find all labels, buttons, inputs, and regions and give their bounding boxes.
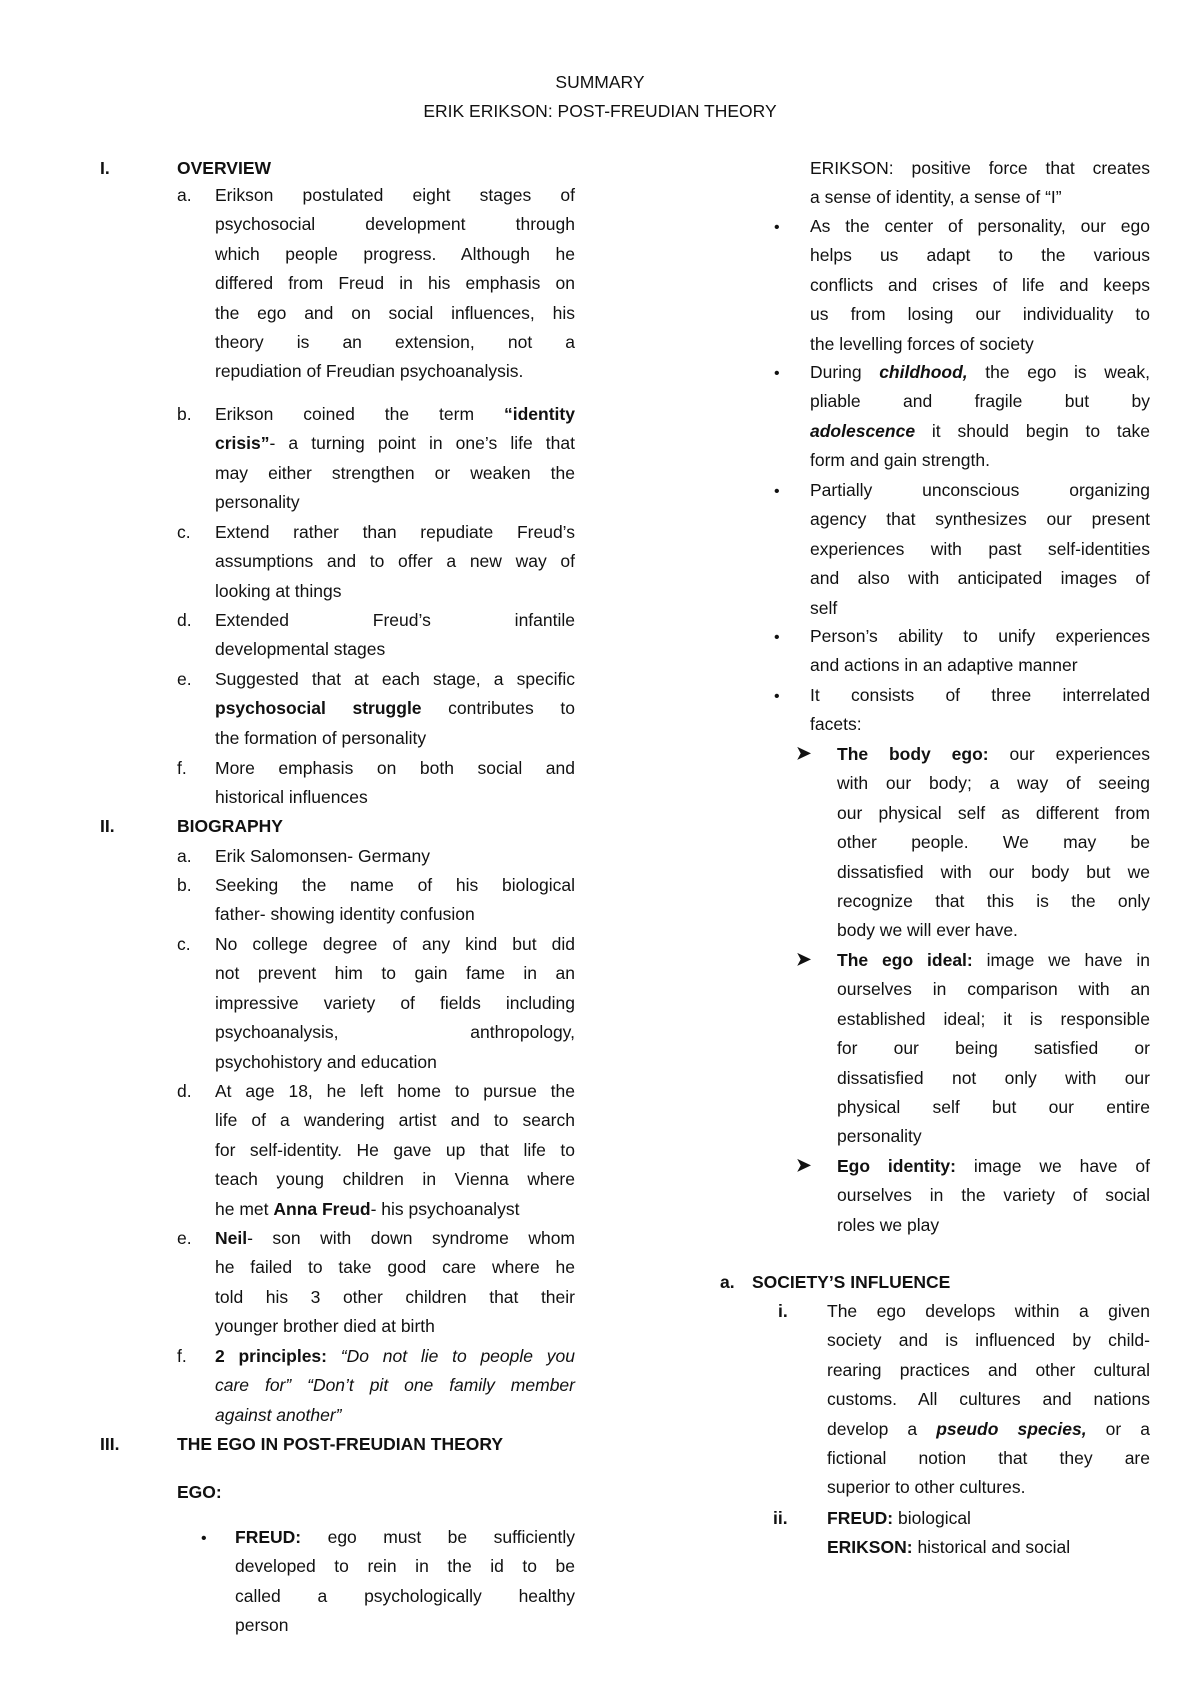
page-subtitle: ERIK ERIKSON: POST-FREUDIAN THEORY bbox=[423, 101, 777, 121]
list-marker: b. bbox=[177, 404, 192, 424]
list-item: Erikson postulated eight stages of psychosocial development through which people progress. Although he differed from Freud in his emphasis on the ego and on social influences, his theory is an extension, not a repudiation of Freudian psychoanalysis. bbox=[215, 185, 575, 382]
bullet-icon: • bbox=[774, 688, 780, 705]
list-marker: c. bbox=[177, 522, 191, 542]
arrow-bullet-icon: ➤ bbox=[796, 1155, 812, 1175]
list-item: As the center of personality, our ego helps us adapt to the various conflicts and crises of life and keeps us from losing our individuality to the levelling forces of society bbox=[810, 216, 1150, 354]
list-marker: a. bbox=[177, 846, 192, 866]
arrow-bullet-icon: ➤ bbox=[796, 743, 812, 763]
page-title: SUMMARY bbox=[555, 72, 645, 92]
list-item: No college degree of any kind but did not prevent him to gain fame in an impressive variety of fields including psychoanalysis, anthropology, psychohistory and education bbox=[215, 934, 575, 1072]
list-item: 2 principles: “Do not lie to people you care for” “Don’t pit one family member against another” bbox=[215, 1346, 575, 1425]
list-item: The body ego: our experiences with our body; a way of seeing our physical self as different from other people. We may be dissatisfied with our body but we recognize that this is the only body we will ever have. bbox=[837, 744, 1150, 941]
section-heading: THE EGO IN POST-FREUDIAN THEORY bbox=[177, 1434, 504, 1454]
list-marker: b. bbox=[177, 875, 192, 895]
bullet-icon: • bbox=[774, 629, 780, 646]
list-marker: e. bbox=[177, 669, 192, 689]
list-item: Extended Freud’s infantile developmental stages bbox=[215, 610, 575, 660]
list-item: During childhood, the ego is weak, pliable and fragile but by adolescence it should begin to take form and gain strength. bbox=[810, 362, 1150, 471]
list-marker: ii. bbox=[773, 1508, 788, 1528]
list-item: The ego develops within a given society and is influenced by child- rearing practices and other cultural customs. All cultures and nations develop a pseudo species, or a fictional notion that they are superior to other cultures. bbox=[827, 1301, 1150, 1498]
list-item: Seeking the name of his biological father- showing identity confusion bbox=[215, 875, 575, 925]
list-item: Ego identity: image we have of ourselves in the variety of social roles we play bbox=[837, 1156, 1150, 1235]
bullet-icon: • bbox=[201, 1530, 207, 1547]
section-number: II. bbox=[100, 816, 115, 836]
bullet-icon: • bbox=[774, 365, 780, 382]
list-item: Neil- son with down syndrome whom he failed to take good care where he told his 3 other children that their younger brother died at birth bbox=[215, 1228, 575, 1337]
continued-text: ERIKSON: positive force that creates a sense of identity, a sense of “I” bbox=[810, 158, 1150, 208]
list-item: Erik Salomonsen- Germany bbox=[215, 846, 430, 866]
list-item: The ego ideal: image we have in ourselves in comparison with an established ideal; it is responsible for our being satisfied or dissatisfied not only with our physical self but our entire personality bbox=[837, 950, 1150, 1147]
bullet-icon: • bbox=[774, 219, 780, 236]
list-item: More emphasis on both social and historical influences bbox=[215, 758, 575, 808]
list-marker: f. bbox=[177, 1346, 187, 1366]
list-item: FREUD: biological ERIKSON: historical and social bbox=[827, 1508, 1071, 1558]
list-item: Person’s ability to unify experiences and actions in an adaptive manner bbox=[810, 626, 1150, 676]
bullet-icon: • bbox=[774, 483, 780, 500]
section-heading: OVERVIEW bbox=[177, 158, 272, 178]
section-number: III. bbox=[100, 1434, 120, 1454]
list-marker: d. bbox=[177, 610, 192, 630]
list-marker: f. bbox=[177, 758, 187, 778]
list-marker: a. bbox=[720, 1272, 735, 1292]
section-heading: BIOGRAPHY bbox=[177, 816, 283, 836]
list-marker: c. bbox=[177, 934, 191, 954]
list-item: At age 18, he left home to pursue the life of a wandering artist and to search for self-identity. He gave up that life to teach young children in Vienna where he met Anna Freud- his psychoanalyst bbox=[215, 1081, 575, 1219]
list-marker: e. bbox=[177, 1228, 192, 1248]
list-marker: i. bbox=[778, 1301, 788, 1321]
section-number: I. bbox=[100, 158, 110, 178]
list-item: Suggested that at each stage, a specific psychosocial struggle contributes to the formation of personality bbox=[215, 669, 575, 748]
list-item: Partially unconscious organizing agency that synthesizes our present experiences with past self-identities and also with anticipated images of self bbox=[810, 480, 1150, 618]
list-item: Extend rather than repudiate Freud’s assumptions and to offer a new way of looking at things bbox=[215, 522, 575, 601]
list-item: Erikson coined the term “identity crisis”- a turning point in one’s life that may either strengthen or weaken the personality bbox=[215, 404, 575, 513]
list-marker: d. bbox=[177, 1081, 192, 1101]
list-marker: a. bbox=[177, 185, 192, 205]
list-item: It consists of three interrelated facets: bbox=[810, 685, 1150, 735]
sub-heading: EGO: bbox=[177, 1482, 222, 1502]
list-item: FREUD: ego must be sufficiently developed to rein in the id to be called a psychologically healthy person bbox=[235, 1527, 575, 1636]
arrow-bullet-icon: ➤ bbox=[796, 949, 812, 969]
section-heading: SOCIETY’S INFLUENCE bbox=[752, 1272, 951, 1292]
